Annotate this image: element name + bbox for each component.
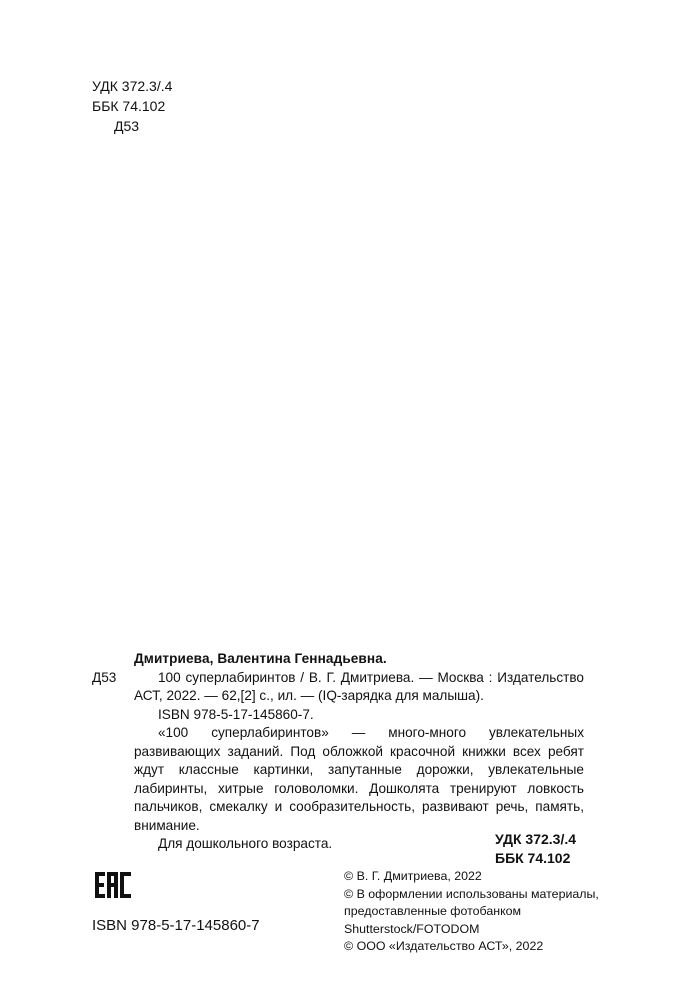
udk-code: УДК 372.3/.4: [92, 78, 173, 94]
annotation: «100 суперлабиринтов» — много-много увлекательных развивающих заданий. Под обложкой красочной книжки всех ребят ждут классные картинки, запутанные дорожки, увлекательные лабиринты, хитрые головоломки. Дошколята тренируют ловкость пальчиков, смекалку и сообразительность, развивают речь, память, внимание.: [134, 725, 584, 833]
author-sign-bib: Д53: [92, 670, 117, 685]
age-rating-text: Для дошкольного возраста.: [158, 836, 333, 851]
isbn-bottom: ISBN 978-5-17-145860-7: [92, 917, 260, 934]
copyright-line: Shutterstock/FOTODOM: [344, 921, 480, 936]
author-sign: Д53: [114, 118, 140, 134]
bib-description: 100 суперлабиринтов / В. Г. Дмитриева. — Москва : Издательство АСТ, 2022. — 62,[2] с., ил. — (IQ-зарядка для малыша).: [134, 669, 584, 703]
copyright-line: © В оформлении использованы материалы,: [344, 886, 599, 901]
copyright-line: предоставленные фотобанком: [344, 904, 522, 918]
bbk-code: ББК 74.102: [92, 98, 166, 114]
eac-mark-icon: [94, 871, 132, 899]
udk-code-right: УДК 372.3/.4: [495, 831, 577, 847]
copyright-line: © ООО «Издательство АСТ», 2022: [344, 939, 544, 953]
right-classification-codes: [495, 830, 576, 868]
copyright-block: [344, 868, 599, 956]
top-classification-codes: [92, 76, 172, 136]
author-heading: Дмитриева, Валентина Геннадьевна.: [134, 651, 387, 666]
bbk-code-right: ББК 74.102: [495, 850, 571, 866]
bib-isbn: ISBN 978-5-17-145860-7.: [158, 706, 314, 722]
bibliographic-record: [134, 650, 584, 854]
copyright-line: © В. Г. Дмитриева, 2022: [344, 869, 482, 883]
